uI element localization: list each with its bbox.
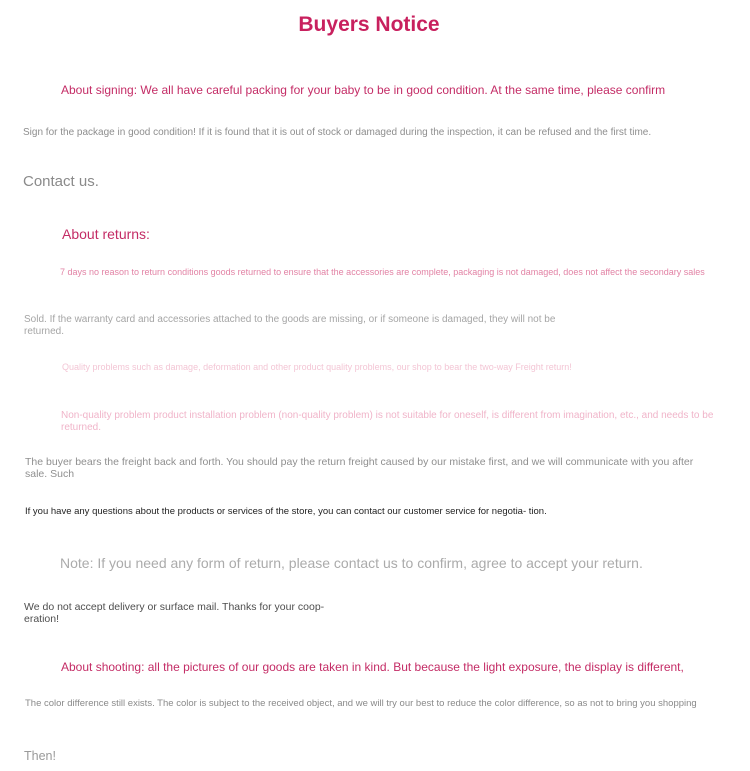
- returns-heading: About returns:: [62, 226, 150, 242]
- signing-heading: About signing: We all have careful packing for your baby to be in good condition. At the same time, please confirm: [61, 83, 666, 97]
- returns-sold-text: Sold. If the warranty card and accessories attached to the goods are missing, or if someone is damaged, they will not be returned.: [24, 314, 556, 337]
- returns-7days-text: 7 days no reason to return conditions goods returned to ensure that the accessories are complete, packaging is not damaged, does not affect the secondary sales: [60, 267, 705, 277]
- color-difference-text: The color difference still exists. The color is subject to the received object, and we will try our best to reduce the color difference, so as not to bring you shopping: [25, 698, 697, 709]
- then-text: Then!: [24, 749, 56, 763]
- page-title: Buyers Notice: [298, 13, 440, 36]
- questions-text: If you have any questions about the products or services of the store, you can contact our customer service for negotia- tion.: [25, 506, 547, 517]
- shooting-heading: About shooting: all the pictures of our goods are taken in kind. But because the light exposure, the display is different,: [61, 660, 684, 674]
- return-note-text: Note: If you need any form of return, please contact us to confirm, agree to accept your return.: [60, 555, 643, 571]
- non-quality-text: Non-quality problem product installation problem (non-quality problem) is not suitable for oneself, is different from imagination, etc., and needs to be returned.: [61, 410, 714, 433]
- signing-body-text: Sign for the package in good condition! If it is found that it is out of stock or damaged during the inspection, it can be refused and the first time.: [23, 127, 652, 138]
- quality-problems-text: Quality problems such as damage, deformation and other product quality problems, our shop to bear the two-way Freight return!: [62, 362, 572, 372]
- buyer-freight-text: The buyer bears the freight back and forth. You should pay the return freight caused by our mistake first, and we will communicate with you after sale. Such: [25, 456, 694, 480]
- delivery-text: We do not accept delivery or surface mail. Thanks for your coop- eration!: [24, 601, 325, 626]
- contact-us-text: Contact us.: [23, 173, 99, 190]
